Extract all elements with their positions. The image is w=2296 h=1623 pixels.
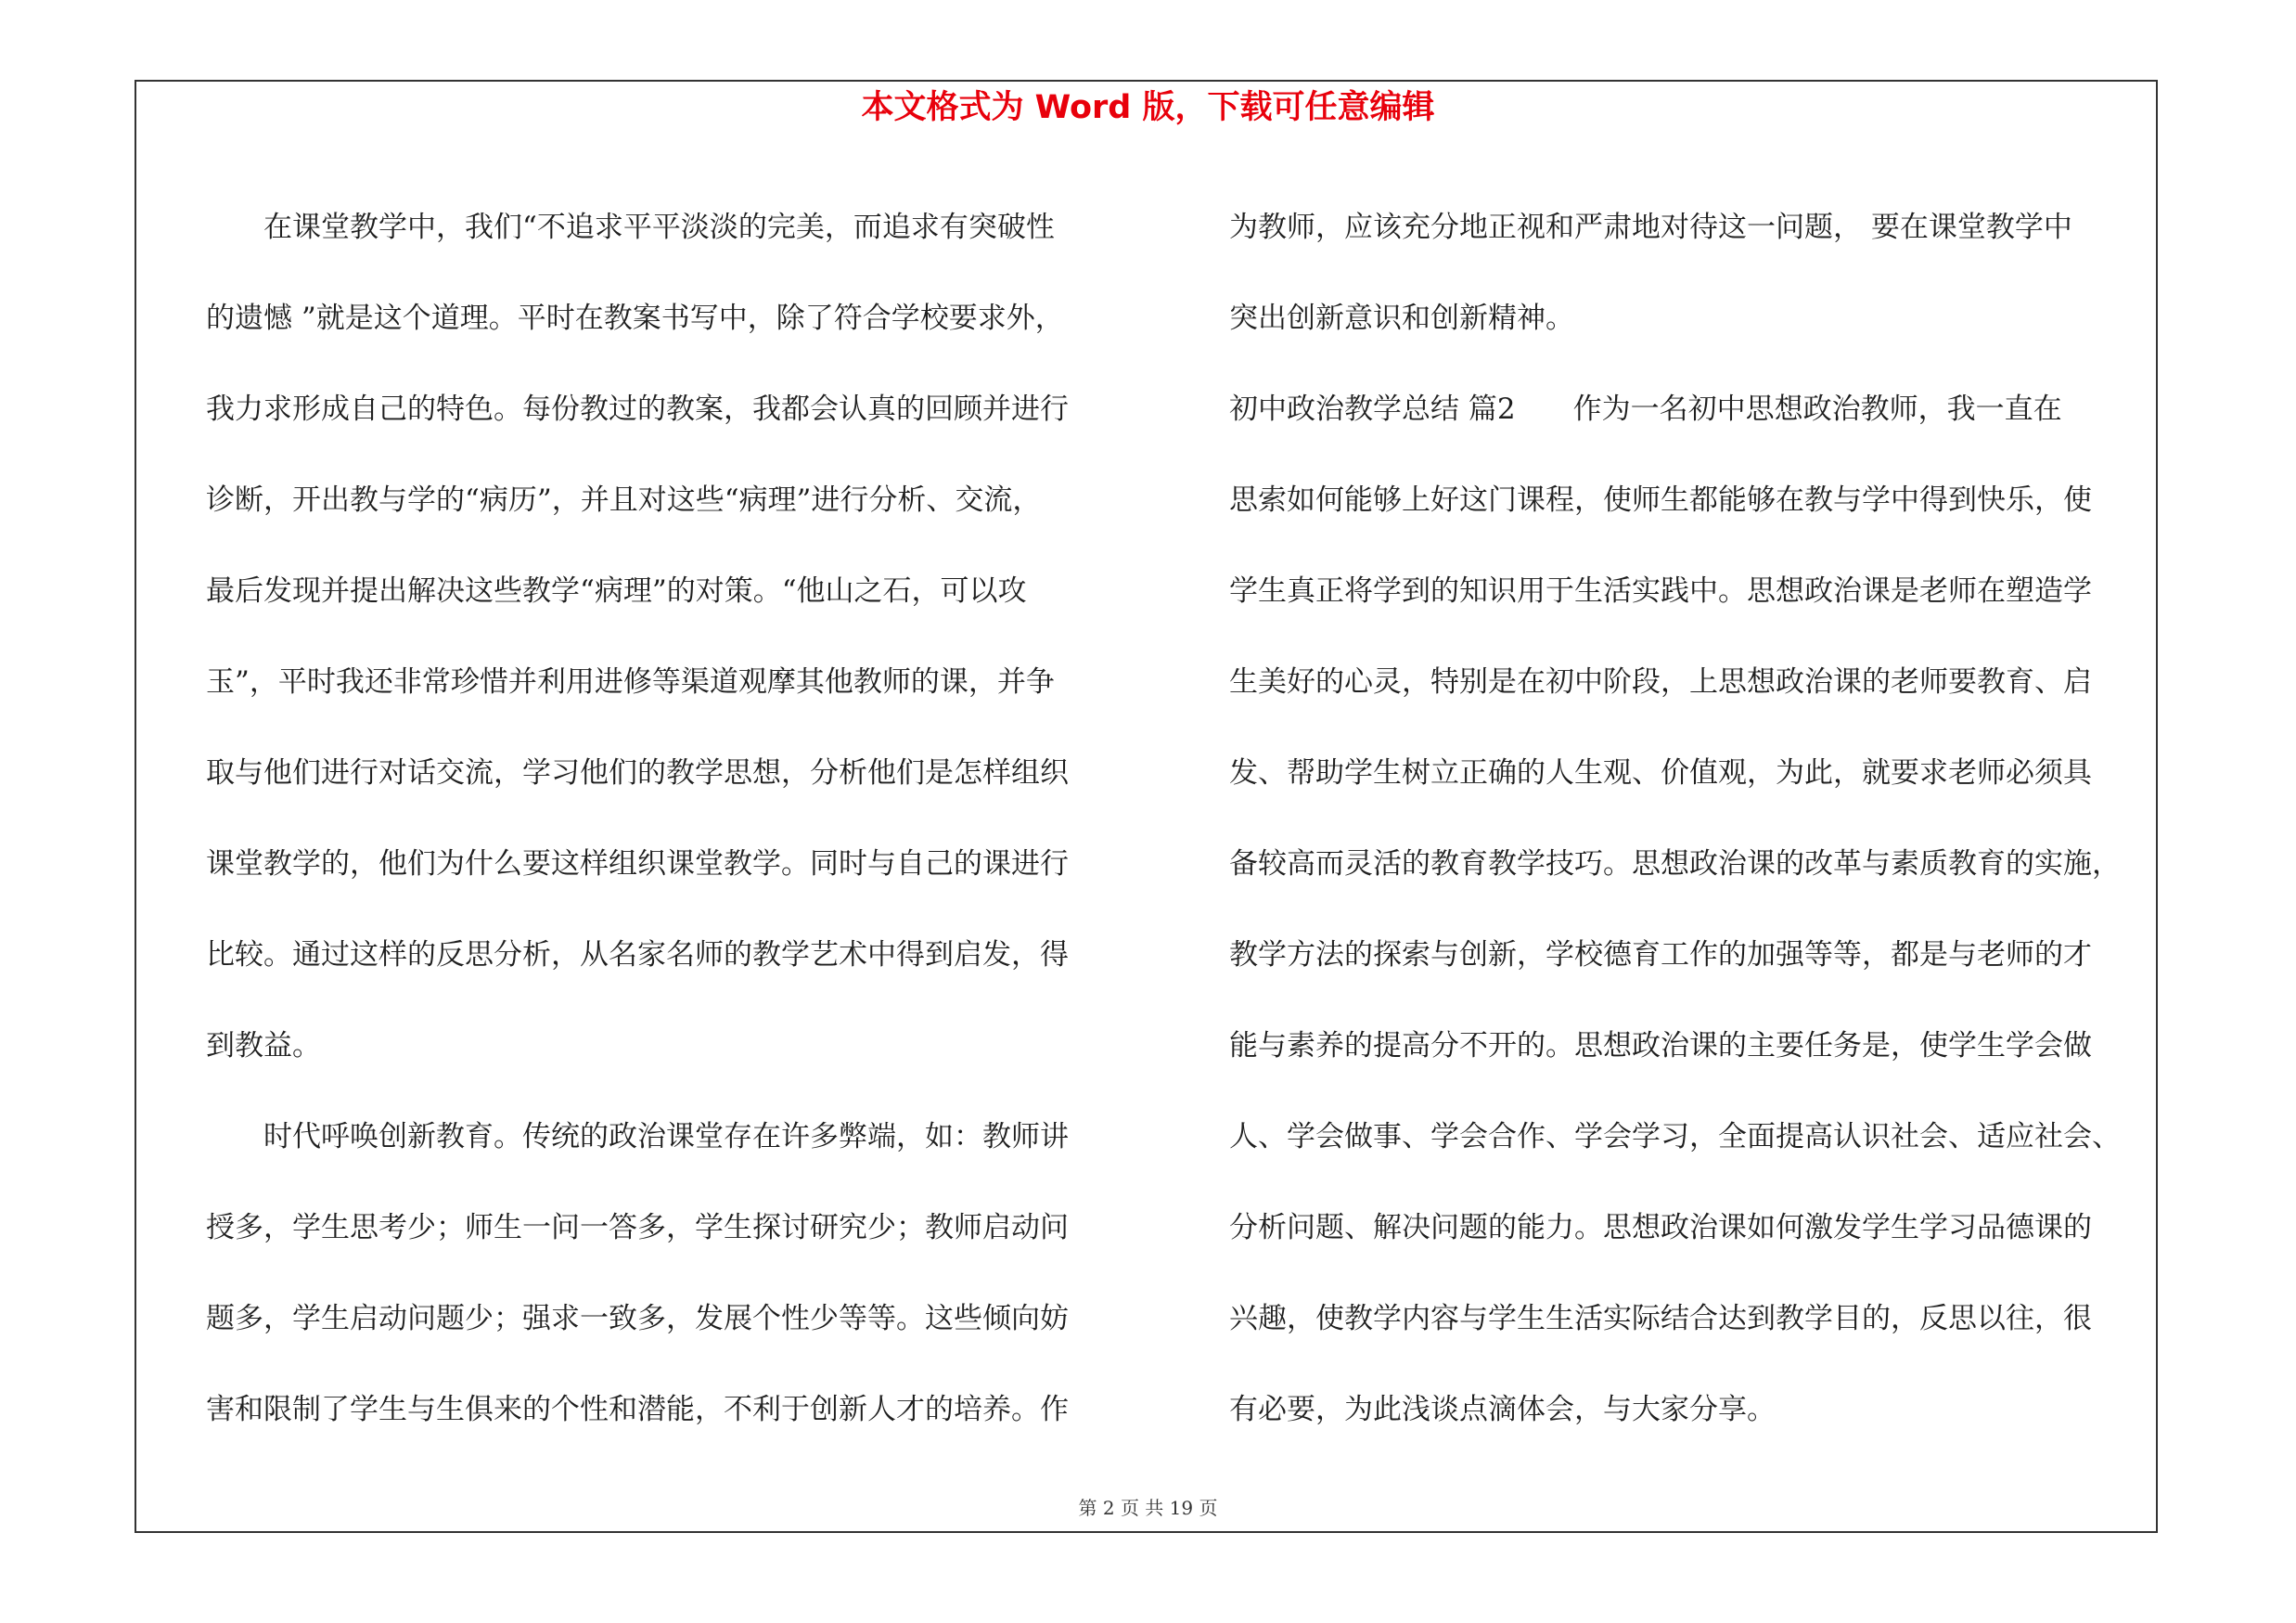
text-line: 授多，学生思考少；师生一问一答多，学生探讨研究少；教师启动问 [206,1211,1069,1244]
text-line: 备较高而灵活的教育教学技巧。思想政治课的改革与素质教育的实施， [1229,847,2121,881]
text-line: 学生真正将学到的知识用于生活实践中。思想政治课是老师在塑造学 [1229,574,2092,608]
text-line: 在课堂教学中，我们“不追求平平淡淡的完美，而追求有突破性 [206,211,1055,244]
text-line: 有必要，为此浅谈点滴体会，与大家分享。 [1229,1393,1776,1426]
text-line: 玉”，平时我还非常珍惜并利用进修等渠道观摩其他教师的课，并争 [206,665,1055,699]
text-line: 害和限制了学生与生俱来的个性和潜能，不利于创新人才的培养。作 [206,1393,1069,1426]
left-text-column [206,182,1134,1455]
page-number-footer: 第 2 页 共 19 页 [1078,1497,1218,1519]
text-line: 题多，学生启动问题少；强求一致多，发展个性少等等。这些倾向妨 [206,1302,1069,1335]
text-line: 人、学会做事、学会合作、学会学习，全面提高认识社会、适应社会、 [1229,1120,2121,1153]
text-line: 发、帮助学生树立正确的人生观、价值观，为此，就要求老师必须具 [1229,756,2092,790]
text-line: 诊断，开出教与学的“病历”，并且对这些“病理”进行分析、交流， [206,483,1042,517]
text-line: 为教师，应该充分地正视和严肃地对待这一问题， 要在课堂教学中 [1229,211,2072,244]
text-line: 思索如何能够上好这门课程，使师生都能够在教与学中得到快乐，使 [1229,483,2092,517]
text-line: 课堂教学的，他们为什么要这样组织课堂教学。同时与自己的课进行 [206,847,1069,881]
text-line: 取与他们进行对话交流，学习他们的教学思想，分析他们是怎样组织 [206,756,1069,790]
text-line: 突出创新意识和创新精神。 [1229,302,1574,335]
right-text-column [1229,182,2166,1455]
text-line: 的遗憾 ”就是这个道理。平时在教案书写中，除了符合学校要求外， [206,302,1064,335]
text-line: 我力求形成自己的特色。每份教过的教案，我都会认真的回顾并进行 [206,393,1069,426]
text-line: 时代呼唤创新教育。传统的政治课堂存在许多弊端，如：教师讲 [206,1120,1069,1153]
text-line: 生美好的心灵，特别是在初中阶段，上思想政治课的老师要教育、启 [1229,665,2092,699]
text-line: 兴趣，使教学内容与学生生活实际结合达到教学目的，反思以往，很 [1229,1302,2092,1335]
section-heading-line: 初中政治教学总结 篇2 作为一名初中思想政治教师，我一直在 [1229,393,2062,426]
text-line: 教学方法的探索与创新，学校德育工作的加强等等，都是与老师的才 [1229,938,2092,972]
format-notice-banner: 本文格式为 Word 版，下载可任意编辑 [861,89,1435,126]
text-line: 能与素养的提高分不开的。思想政治课的主要任务是，使学生学会做 [1229,1029,2092,1063]
text-line: 分析问题、解决问题的能力。思想政治课如何激发学生学习品德课的 [1229,1211,2092,1244]
text-line: 到教益。 [206,1029,321,1063]
text-line: 比较。通过这样的反思分析，从名家名师的教学艺术中得到启发，得 [206,938,1069,972]
text-line: 最后发现并提出解决这些教学“病理”的对策。“他山之石，可以攻 [206,574,1027,608]
